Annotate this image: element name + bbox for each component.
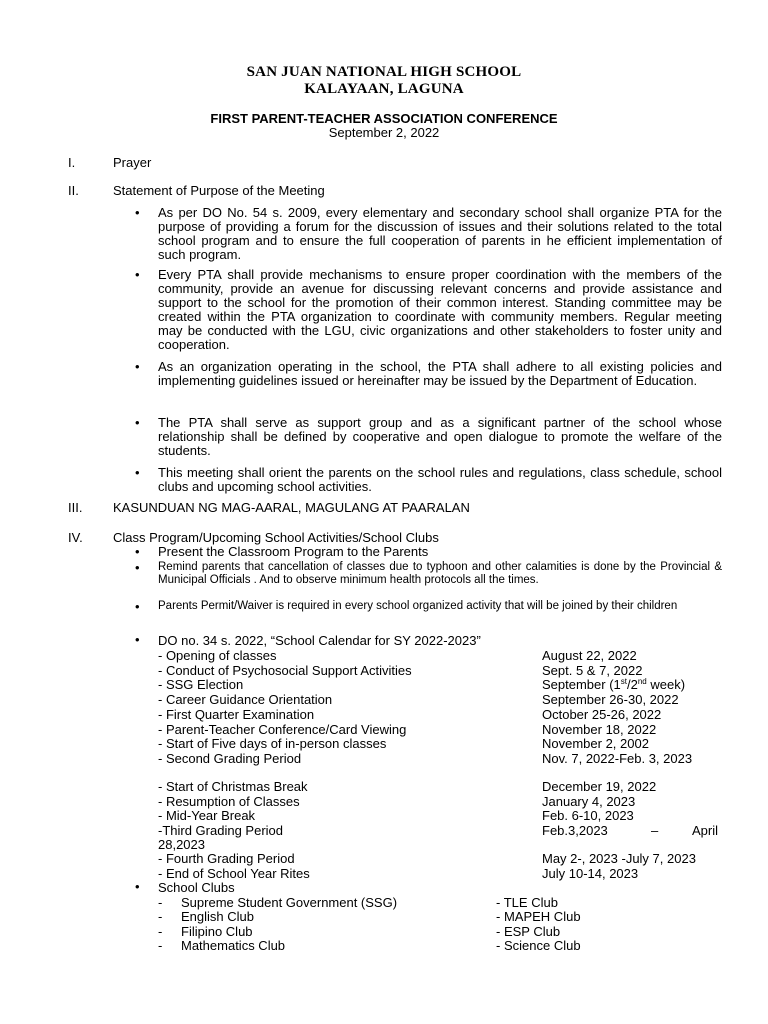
- conference-date: September 2, 2022: [328, 125, 440, 140]
- calendar-event: - Resumption of Classes: [158, 794, 300, 809]
- calendar-event: - Start of Five days of in-person classes: [158, 736, 387, 751]
- club-item: - MAPEH Club: [496, 909, 581, 924]
- bullet-icon: •: [135, 599, 140, 614]
- bullet-icon: •: [135, 359, 140, 374]
- purpose-item: Every PTA shall provide mechanisms to ensure proper coordination with the members of the community, provide an avenue for discussing relevant concerns and provide assistance and support to the school for the promotion of their common interest. Standing committee may be created within the PTA organization to coordinate with community members. Regular meeting may be conducted with the LGU, civic organizations and other stakeholders to foster unity and cooperation.: [158, 267, 722, 352]
- calendar-date: October 25-26, 2022: [542, 707, 662, 722]
- section-number: II.: [68, 183, 79, 198]
- purpose-item: As an organization operating in the school, the PTA shall adhere to all existing policies and implementing guidelines issued or hereinafter may be issued by the Department of Education.: [158, 359, 722, 388]
- club-item: - Science Club: [496, 938, 581, 953]
- calendar-event: - Mid-Year Break: [158, 808, 256, 823]
- bullet-icon: •: [135, 465, 140, 480]
- calendar-date: Feb. 6-10, 2023: [542, 808, 634, 823]
- calendar-date: December 19, 2022: [542, 779, 657, 794]
- bullet-icon: •: [135, 267, 140, 282]
- calendar-date: May 2-, 2023 -July 7, 2023: [542, 851, 696, 866]
- section-number: IV.: [68, 530, 83, 545]
- calendar-date-dash: –: [651, 823, 659, 838]
- section-title: Statement of Purpose of the Meeting: [113, 183, 325, 198]
- program-item: Present the Classroom Program to the Parents: [158, 544, 429, 559]
- section-title: Prayer: [113, 155, 152, 170]
- calendar-date: August 22, 2022: [542, 648, 637, 663]
- school-name: SAN JUAN NATIONAL HIGH SCHOOL: [246, 64, 522, 80]
- section-number: I.: [68, 155, 76, 170]
- club-item: - ESP Club: [496, 924, 561, 939]
- program-item: Parents Permit/Waiver is required in every school organized activity that will be joined by their children: [158, 600, 678, 612]
- clubs-heading: School Clubs: [158, 880, 235, 895]
- section-number: III.: [68, 500, 83, 515]
- calendar-event: - Career Guidance Orientation: [158, 692, 333, 707]
- section-title: Class Program/Upcoming School Activities/School Clubs: [113, 530, 439, 545]
- calendar-event: - Parent-Teacher Conference/Card Viewing: [158, 722, 407, 737]
- club-item: - TLE Club: [496, 895, 558, 910]
- calendar-event: - End of School Year Rites: [158, 866, 310, 881]
- calendar-event: -Third Grading Period: [158, 823, 283, 838]
- calendar-event: - Conduct of Psychosocial Support Activities: [158, 663, 412, 678]
- calendar-date: Nov. 7, 2022-Feb. 3, 2023: [542, 751, 693, 766]
- calendar-date-wrap: 28,2023: [158, 837, 205, 852]
- school-location: KALAYAAN, LAGUNA: [304, 81, 464, 97]
- purpose-item: As per DO No. 54 s. 2009, every elementary and secondary school shall organize PTA for the purpose of providing a forum for the discussion of issues and their solutions related to the total school program and to ensure the full cooperation of parents in he efficient implementation of such program.: [158, 205, 722, 262]
- purpose-item: This meeting shall orient the parents on the school rules and regulations, class schedule, school clubs and upcoming school activities.: [158, 465, 722, 494]
- bullet-icon: •: [135, 205, 140, 220]
- program-item: Remind parents that cancellation of classes due to typhoon and other calamities is done by the Provincial & Municipal Officials . And to observe minimum health protocols all the times.: [158, 561, 722, 586]
- calendar-heading: DO no. 34 s. 2022, “School Calendar for SY 2022-2023”: [158, 633, 481, 648]
- calendar-date: Feb.3,2023: [542, 823, 608, 838]
- calendar-date-end: April: [692, 823, 719, 838]
- section-title: KASUNDUAN NG MAG-AARAL, MAGULANG AT PAARALAN: [113, 500, 470, 515]
- club-item: - Filipino Club: [158, 924, 253, 939]
- club-item: - English Club: [158, 909, 254, 924]
- calendar-event: - Second Grading Period: [158, 751, 302, 766]
- calendar-event: - SSG Election: [158, 677, 244, 692]
- calendar-date: November 2, 2002: [542, 736, 649, 751]
- bullet-icon: •: [135, 415, 140, 430]
- club-item: - Mathematics Club: [158, 938, 286, 953]
- bullet-icon: •: [135, 560, 140, 575]
- calendar-event: - Fourth Grading Period: [158, 851, 295, 866]
- calendar-date: November 18, 2022: [542, 722, 657, 737]
- calendar-event: - Opening of classes: [158, 648, 277, 663]
- club-item: - Supreme Student Government (SSG): [158, 895, 398, 910]
- bullet-icon: •: [135, 632, 140, 647]
- calendar-date: July 10-14, 2023: [542, 866, 639, 881]
- bullet-icon: •: [135, 879, 140, 894]
- calendar-date: September (1st/2nd week): [542, 677, 686, 692]
- calendar-date: January 4, 2023: [542, 794, 636, 809]
- bullet-icon: •: [135, 544, 140, 559]
- calendar-date: Sept. 5 & 7, 2022: [542, 663, 643, 678]
- calendar-event: - First Quarter Examination: [158, 707, 315, 722]
- calendar-event: - Start of Christmas Break: [158, 779, 308, 794]
- calendar-date: September 26-30, 2022: [542, 692, 679, 707]
- purpose-item: The PTA shall serve as support group and as a significant partner of the school whose relationship shall be defined by cooperative and open dialogue to promote the welfare of the students.: [158, 415, 722, 458]
- conference-title: FIRST PARENT-TEACHER ASSOCIATION CONFERENCE: [210, 111, 558, 126]
